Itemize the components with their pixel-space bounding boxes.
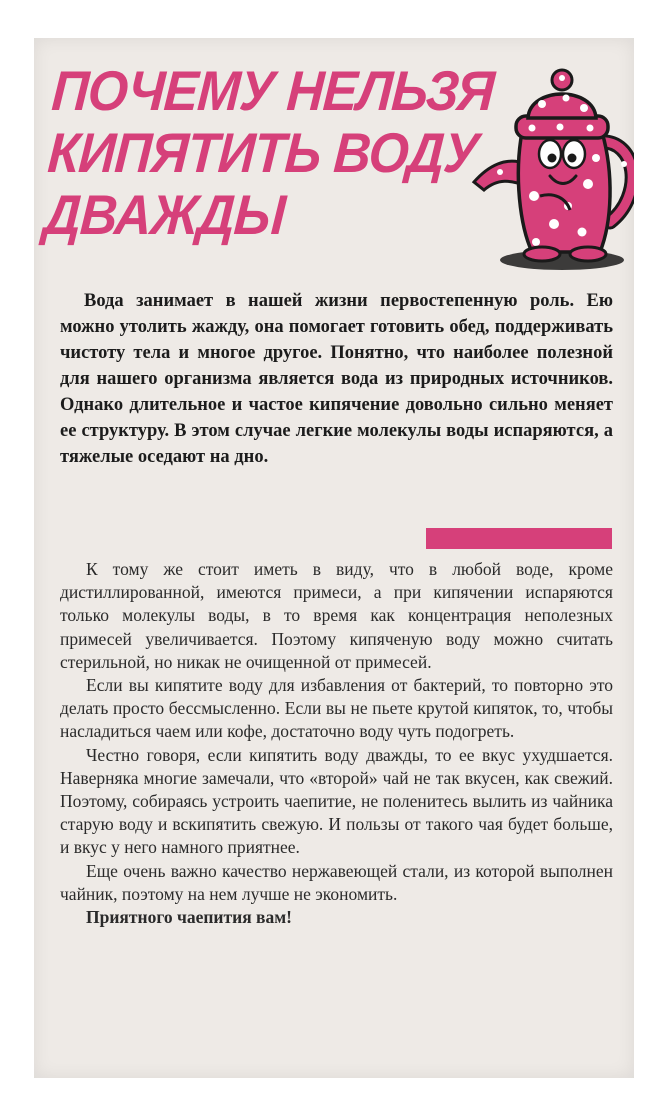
body-paragraph-2: Если вы кипятите воду для избавления от бактерий, то повторно это делать просто бессмысленно. Если вы не пьете крутой кипяток, то, чтобы насладиться чаем или кофе, достаточно воду чуть подогреть. [60,675,613,742]
body-paragraph-1: К тому же стоит иметь в виду, что в любой воде, кроме дистиллированной, имеются примеси, а при кипячении испаряются только молекулы воды, в то время как концентрация неполезных примесей увеличивается. Поэтому кипяченую воду можно считать стерильной, но никак не очищенной от примесей. [60,559,613,672]
body-paragraph-3: Честно говоря, если кипятить воду дважды, то ее вкус ухудшается. Наверняка многие замечали, что «второй» чай не так вкусен, как свежий. Поэтому, собираясь устроить чаепитие, не поленитесь вылить из чайника старую воду и вскипятить свежую. И пользы от такого чая будет больше, и вкус у него намного приятнее. [60,744,613,858]
body-paragraph-4: Еще очень важно качество нержавеющей стали, из которой выполнен чайник, поэтому на нем лучше не экономить. [60,860,613,904]
teapot-cartoon-icon [470,46,634,276]
accent-bar [426,528,612,549]
closing-line: Приятного чаепития вам! [86,907,292,928]
headline-line-1: ПОЧЕМУ НЕЛЬЗЯ [50,59,496,122]
headline-line-3: ДВАЖДЫ [42,183,287,246]
headline-line-2: КИПЯТИТЬ ВОДУ [46,121,480,184]
lead-paragraph: Вода занимает в нашей жизни первостепенную роль. Ею можно утолить жажду, она помогает готовить обед, поддерживать чистоту тела и многое другое. Понятно, что наиболее полезной для нашего организма является вода из природных источников. Однако длительное и частое кипячение довольно сильно меняет ее структуру. В этом случае легкие молекулы воды испаряются, а тяжелые оседают на дно. [60,291,613,467]
newspaper-clipping [34,38,634,1078]
article-body [60,558,613,929]
article-headline [42,59,496,246]
